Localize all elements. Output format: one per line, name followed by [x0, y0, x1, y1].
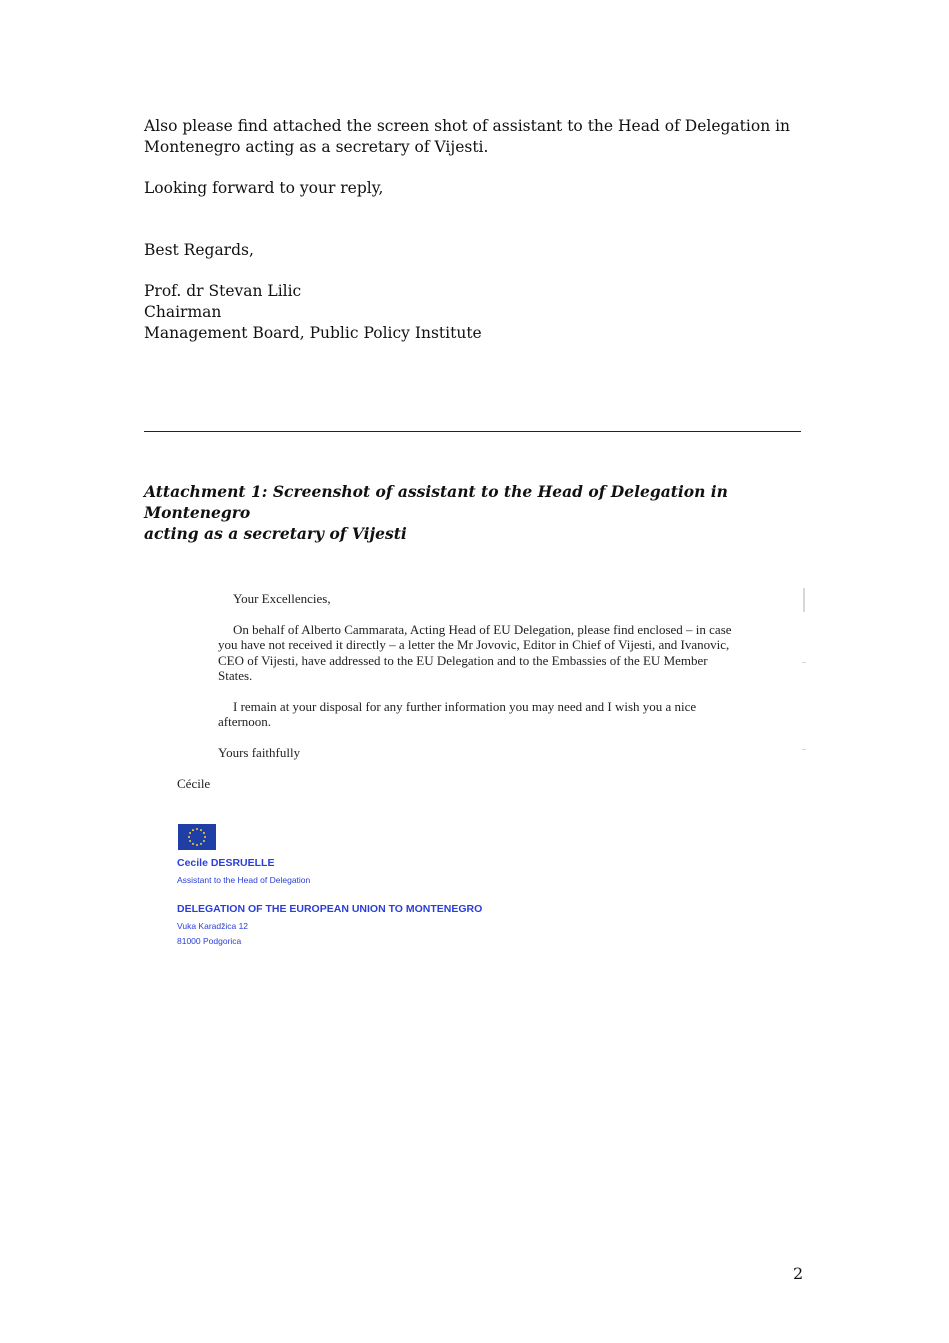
- letter-paragraph-reply: [144, 178, 383, 199]
- eu-star: [192, 843, 194, 845]
- email-body-line: CEO of Vijesti, have addressed to the EU Delegation and to the Embassies of the EU Member: [218, 653, 708, 668]
- eu-star: [203, 840, 205, 842]
- eu-star: [192, 829, 194, 831]
- scrollbar-fragment: [802, 749, 806, 750]
- letter-line: Montenegro acting as a secretary of Vijesti.: [144, 138, 489, 156]
- eu-star: [189, 832, 191, 834]
- closing-text: Best Regards,: [144, 241, 254, 259]
- email-closing: Yours faithfully: [218, 745, 301, 760]
- eu-flag-icon: [178, 824, 216, 850]
- page-number: 2: [793, 1264, 804, 1283]
- letter-closing: [144, 240, 254, 261]
- eu-star: [196, 844, 198, 846]
- scrollbar-fragment: [803, 588, 805, 612]
- email-body-line: I remain at your disposal for any further information you may need and I wish you a nice: [233, 699, 697, 714]
- signature-organization: DELEGATION OF THE EUROPEAN UNION TO MONTENEGRO: [177, 903, 483, 915]
- letter-line: Also please find attached the screen shot of assistant to the Head of Delegation in: [144, 117, 791, 135]
- embedded-email-screenshot: [176, 586, 810, 956]
- email-sender: Cécile: [177, 776, 211, 791]
- signer-name: Prof. dr Stevan Lilic: [144, 282, 302, 300]
- signature-city: 81000 Podgorica: [177, 936, 242, 946]
- eu-star: [189, 840, 191, 842]
- signer-title: Chairman: [144, 303, 222, 321]
- email-body-line: States.: [218, 668, 253, 683]
- letter-paragraph-attachment: [144, 116, 790, 158]
- signer-organization: Management Board, Public Policy Institute: [144, 324, 482, 342]
- email-salutation: Your Excellencies,: [233, 591, 331, 606]
- attachment-title-line: acting as a secretary of Vijesti: [144, 524, 407, 543]
- email-body-line: On behalf of Alberto Cammarata, Acting Head of EU Delegation, please find enclosed – in case: [233, 622, 732, 637]
- attachment-title-line: Attachment 1: Screenshot of assistant to the Head of Delegation in Montenegro: [144, 482, 728, 522]
- signature-street: Vuka Karadžica 12: [177, 921, 249, 931]
- signature-name: Cecile DESRUELLE: [177, 857, 275, 869]
- email-body-line: afternoon.: [218, 714, 272, 729]
- eu-star: [196, 828, 198, 830]
- eu-stars: [178, 824, 216, 850]
- scrollbar-fragment: [802, 662, 806, 663]
- eu-star: [200, 829, 202, 831]
- eu-star: [203, 832, 205, 834]
- eu-star: [188, 836, 190, 838]
- eu-star: [204, 836, 206, 838]
- letter-signature-block: [144, 281, 482, 344]
- signature-role: Assistant to the Head of Delegation: [177, 875, 311, 885]
- eu-star: [200, 843, 202, 845]
- letter-line: Looking forward to your reply,: [144, 179, 384, 197]
- horizontal-divider: [144, 431, 801, 432]
- attachment-title: [144, 481, 804, 544]
- email-body-line: you have not received it directly – a letter the Mr Jovovic, Editor in Chief of Vijesti, and Ivanovic,: [218, 637, 730, 652]
